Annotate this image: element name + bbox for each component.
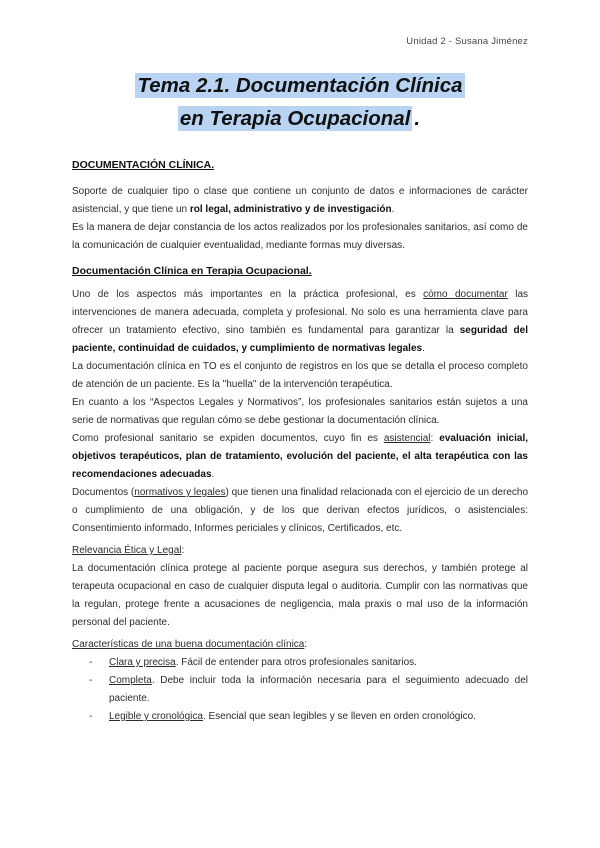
title-line-1: [0, 74, 600, 98]
paragraph: En cuanto a los “Aspectos Legales y Normativos”, los profesionales sanitarios están sujetos a una serie de normativas que regulan cómo se debe gestionar la documentación clínica.: [72, 397, 528, 426]
characteristics-list: [72, 654, 528, 726]
paragraph: Uno de los aspectos más importantes en la práctica profesional, es cómo documentar las intervenciones de manera adecuada, completa y profesional. No solo es una herramienta clave para ofrecer un tratamiento efectivo, sino también es fundamental para garantizar la seguridad del paciente, continuidad de cuidados, y cumplimiento de normativas legales.: [72, 289, 529, 354]
list-item: - Completa. Debe incluir toda la información necesaria para el seguimiento adecuado del paciente.: [89, 675, 528, 704]
title-text-1: Tema 2.1. Documentación Clínica: [137, 74, 463, 97]
paragraph: Como profesional sanitario se expiden documentos, cuyo fin es asistencial: evaluación inicial, objetivos terapéuticos, plan de tratamiento, evolución del paciente, el alta terapéutica con las recomendaciones adecuadas.: [72, 433, 529, 480]
title-text-2: en Terapia Ocupacional: [179, 107, 411, 130]
subheading-caracteristicas: Características de una buena documentación clínica:: [72, 639, 308, 650]
title-line-2: [0, 107, 600, 131]
page-header: Unidad 2 - Susana Jiménez: [406, 36, 528, 47]
paragraph: Es la manera de dejar constancia de los actos realizados por los profesionales sanitarios, así como de la comunicación de cualquier eventualidad, mediante formas muy diversas.: [72, 222, 528, 251]
section-heading-documentacion: DOCUMENTACIÓN CLÍNICA.: [72, 159, 215, 171]
paragraph: Soporte de cualquier tipo o clase que contiene un conjunto de datos e informaciones de carácter asistencial, y que tiene un rol legal, administrativo y de investigación.: [72, 186, 528, 215]
title-period: .: [414, 107, 421, 130]
paragraph: La documentación clínica protege al paciente porque asegura sus derechos, y también protege al terapeuta ocupacional en caso de cualquier disputa legal o auditoria. Cumplir con las normativas que la regulan, protege frente a acusaciones de negligencia, mala praxis o mal uso de la información personal del paciente.: [72, 563, 528, 628]
section-heading-to: Documentación Clínica en Terapia Ocupacional.: [72, 265, 312, 277]
list-item: - Legible y cronológica. Esencial que sean legibles y se lleven en orden cronológico.: [89, 711, 476, 722]
paragraph: La documentación clínica en TO es el conjunto de registros en los que se detalla el proceso completo de atención de un paciente. Es la "huella" de la intervención terapéutica.: [72, 361, 528, 390]
paragraph: Documentos (normativos y legales) que tienen una finalidad relacionada con el ejercicio de un derecho o cumplimiento de una obligación, y de los que derivan efectos jurídicos, o asistenciales: Consentimiento informado, Informes periciales y clínicos, Certificados, etc.: [72, 487, 529, 534]
document-body: [72, 156, 528, 726]
list-item: - Clara y precisa. Fácil de entender para otros profesionales sanitarios.: [89, 657, 417, 668]
subheading-relevancia: Relevancia Ética y Legal:: [72, 545, 185, 556]
